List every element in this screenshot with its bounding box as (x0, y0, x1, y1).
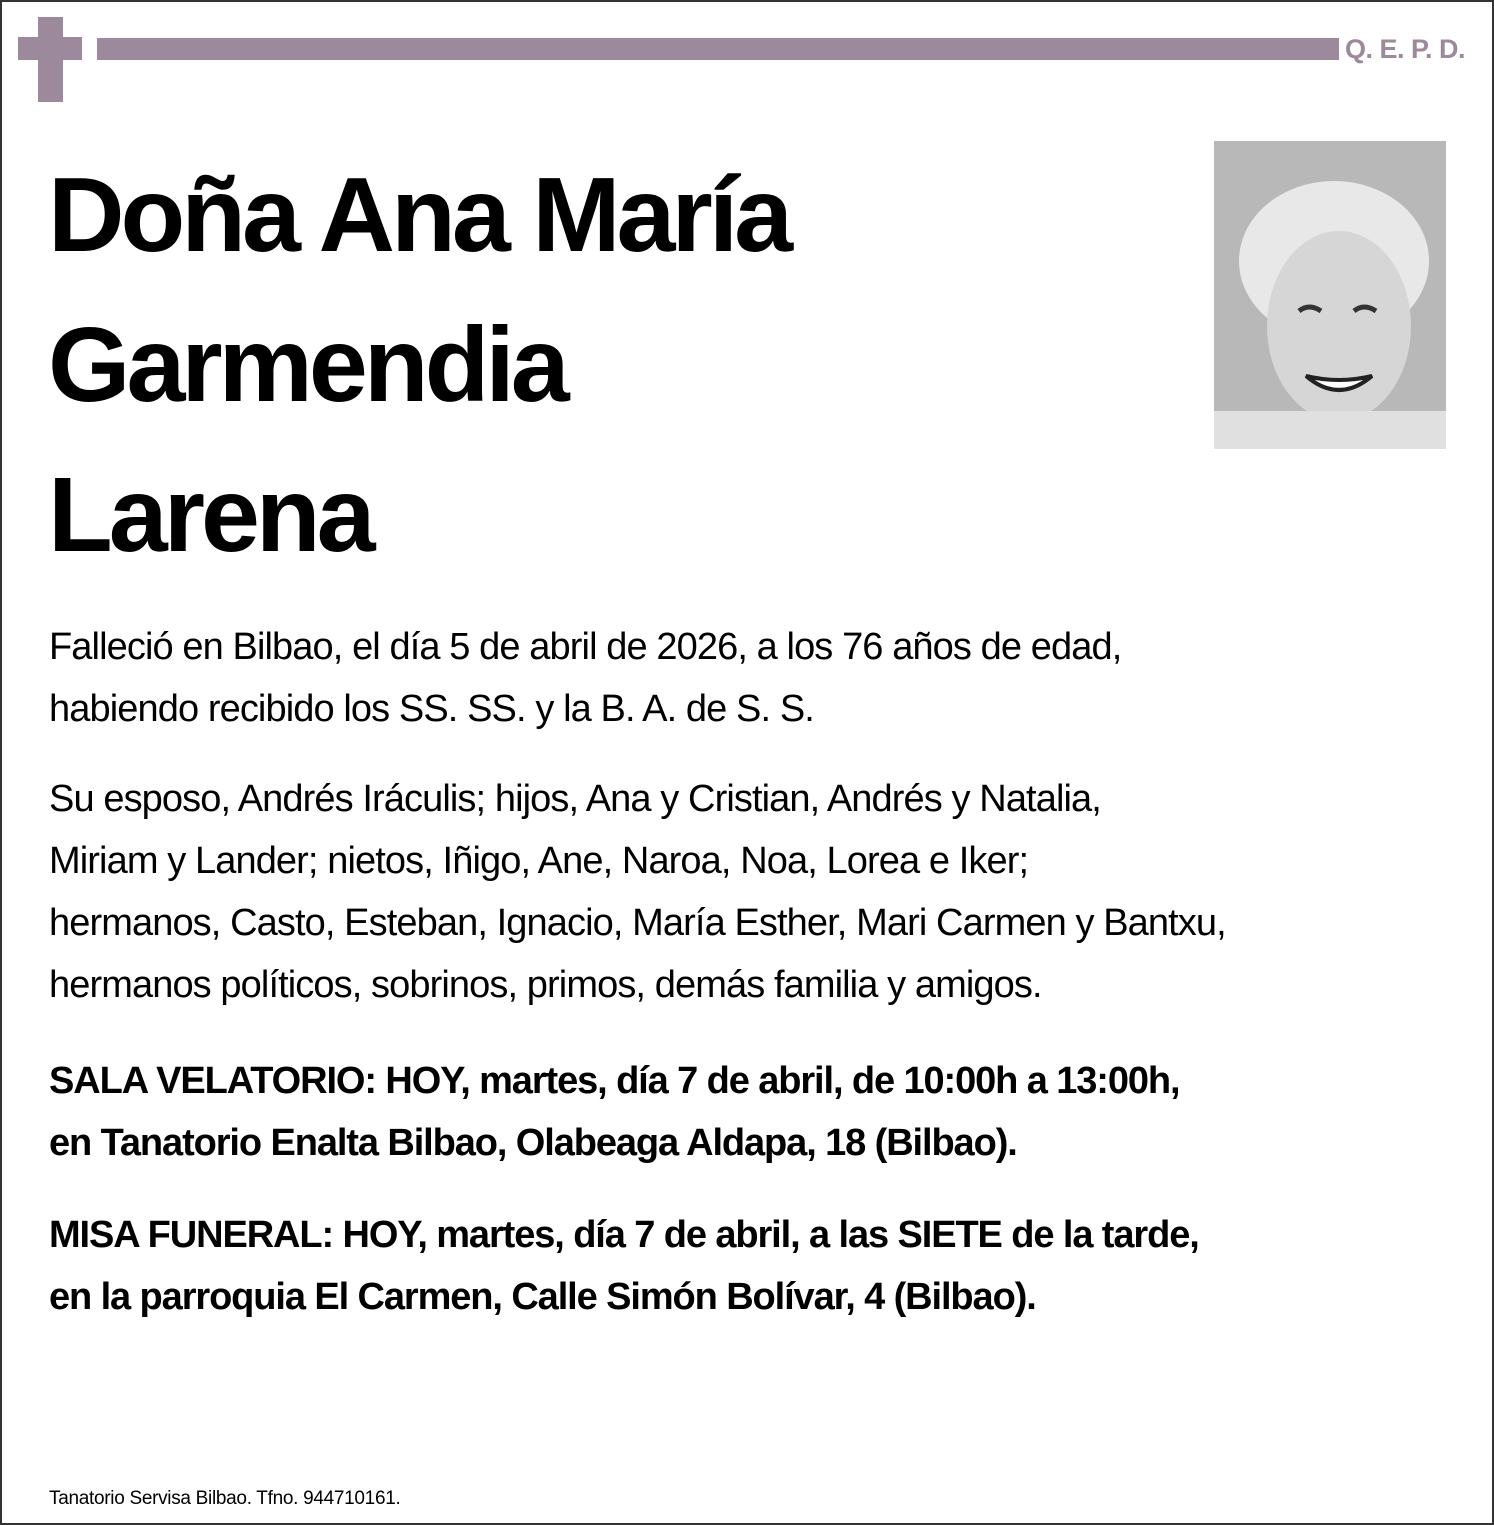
family-paragraph (49, 768, 1226, 1016)
funeral-paragraph (49, 1204, 1199, 1328)
cross-icon-arm (18, 37, 82, 60)
text-line: SALA VELATORIO: HOY, martes, día 7 de abril, de 10:00h a 13:00h, (49, 1060, 1180, 1102)
name-line: Garmendia (48, 306, 566, 424)
text-line: en Tanatorio Enalta Bilbao, Olabeaga Aldapa, 18 (Bilbao). (49, 1122, 1017, 1164)
name-line: Larena (48, 456, 372, 574)
text-line: MISA FUNERAL: HOY, martes, día 7 de abril, a las SIETE de la tarde, (49, 1214, 1199, 1256)
qepd-badge: Q. E. P. D. (1345, 34, 1466, 64)
deceased-name (48, 140, 789, 590)
text-line: Su esposo, Andrés Iráculis; hijos, Ana y Cristian, Andrés y Natalia, (49, 778, 1101, 820)
text-line: en la parroquia El Carmen, Calle Simón Bolívar, 4 (Bilbao). (49, 1276, 1036, 1318)
name-line: Doña Ana María (48, 156, 790, 274)
footer-contact: Tanatorio Servisa Bilbao. Tfno. 944710161. (49, 1488, 401, 1509)
wake-paragraph (49, 1050, 1180, 1174)
text-line: habiendo recibido los SS. SS. y la B. A. de S. S. (49, 688, 814, 730)
text-line: Falleció en Bilbao, el día 5 de abril de 2026, a los 76 años de edad, (49, 626, 1122, 668)
text-line: hermanos políticos, sobrinos, primos, demás familia y amigos. (49, 964, 1042, 1006)
header-bar (97, 38, 1339, 60)
death-paragraph (49, 616, 1121, 740)
text-line: Miriam y Lander; nietos, Iñigo, Ane, Naroa, Noa, Lorea e Iker; (49, 840, 1029, 882)
text-line: hermanos, Casto, Esteban, Ignacio, María Esther, Mari Carmen y Bantxu, (49, 902, 1226, 944)
portrait-photo (1214, 141, 1446, 449)
